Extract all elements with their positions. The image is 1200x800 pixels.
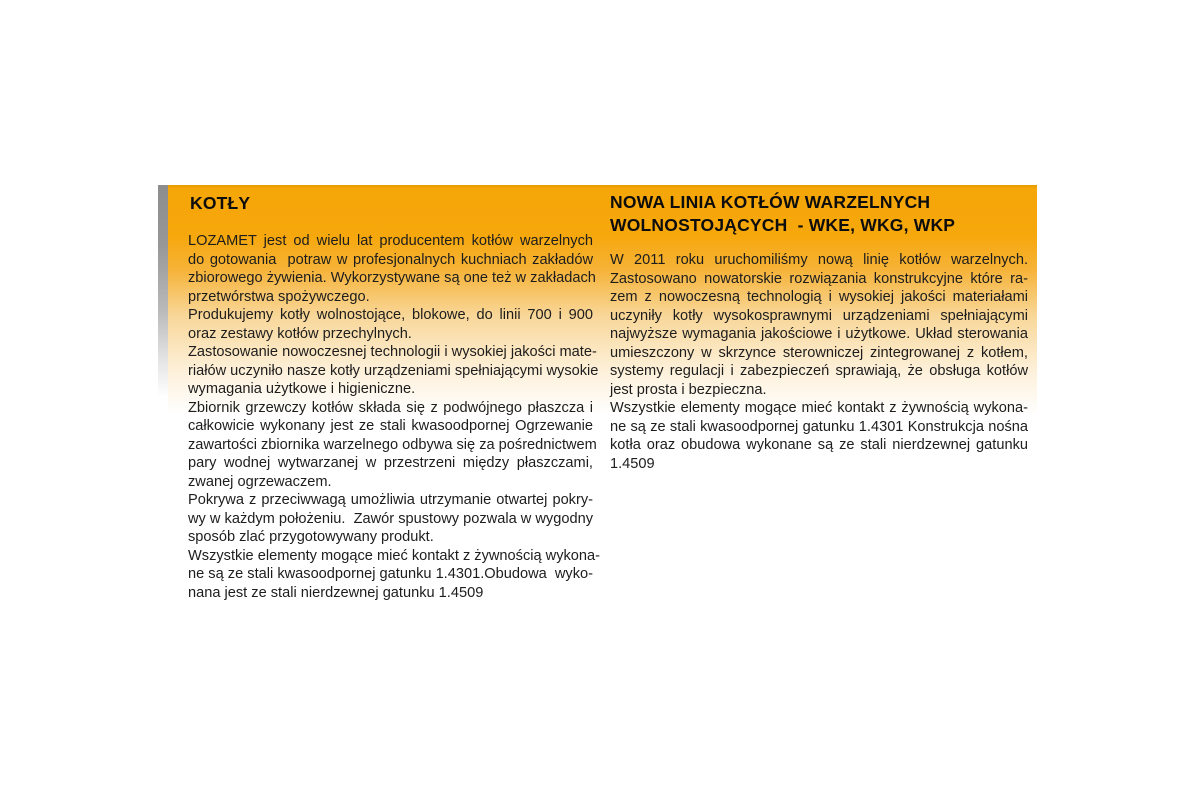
text-line: Zastosowanie nowoczesnej technologii i wysokiej jakości mate- (188, 344, 597, 360)
text-line: całkowicie wykonany jest ze stali kwasoodpornej Ogrzewanie (188, 418, 593, 434)
paragraph-lid (188, 491, 593, 547)
right-column-heading (610, 191, 955, 237)
paragraph-technology (188, 343, 599, 399)
text-line: LOZAMET jest od wielu lat producentem kotłów warzelnych (188, 233, 593, 249)
text-line: Wszystkie elementy mogące mieć kontakt z żywnością wykona- (610, 400, 1028, 416)
text-line: umieszczony w skrzynce sterowniczej zintegrowanej z kotłem, (610, 344, 1028, 361)
text-line: W 2011 roku uruchomiliśmy nową linię kotłów warzelnych. (610, 252, 1028, 268)
text-line: Zastosowano nowatorskie rozwiązania konstrukcyjne które ra- (610, 270, 1028, 287)
paragraph-tank (188, 399, 597, 492)
text-line: uczyniły kotły wysokosprawnymi urządzeniami spełniającymi (610, 307, 1028, 324)
text-line: pary wodnej wytwarzanej w przestrzeni między płaszczami, (188, 455, 593, 471)
text-line: Zbiornik grzewczy kotłów składa się z podwójnego płaszcza i (188, 399, 593, 416)
paragraph-products (188, 306, 593, 343)
paragraph-materials (188, 547, 601, 603)
brochure-panel (158, 185, 1037, 800)
right-column-body (610, 251, 1028, 473)
paragraph-materials (610, 399, 1028, 473)
text-line: Produkujemy kotły wolnostojące, blokowe, do linii 700 i 900 (188, 307, 593, 323)
text-line: jest prosta i bezpieczna. (610, 381, 767, 398)
left-column-body (188, 232, 601, 602)
text-line: sposób zlać przygotowywany produkt. (188, 529, 434, 545)
text-line: nana jest ze stali nierdzewnej gatunku 1.4509 (188, 584, 484, 601)
right-heading-line-2: WOLNOSTOJĄCYCH - WKE, WKG, WKP (610, 215, 956, 235)
text-line: przetwórstwa spożywczego. (188, 288, 370, 305)
text-line: wymagania użytkowe i higieniczne. (188, 381, 416, 397)
text-line: 1.4509 (610, 455, 655, 472)
text-line: zwanej ogrzewaczem. (188, 473, 332, 490)
text-line: oraz zestawy kotłów przechylnych. (188, 325, 412, 342)
paragraph-intro (188, 232, 596, 306)
text-line: do gotowania potraw w profesjonalnych kuchniach zakładów (188, 251, 593, 268)
text-line: Wszystkie elementy mogące mieć kontakt z żywnością wykona- (188, 547, 601, 564)
text-line: wy w każdym położeniu. Zawór spustowy pozwala w wygodny (188, 510, 593, 527)
paragraph-new-line (610, 251, 1028, 399)
text-line: zbiorowego żywienia. Wykorzystywane są one też w zakładach (188, 270, 596, 286)
text-line: ne są ze stali kwasoodpornej gatunku 1.4301.Obudowa wyko- (188, 566, 593, 582)
text-line: najwyższe wymagania jakościowe i użytkowe. Układ sterowania (610, 326, 1028, 342)
text-line: systemy regulacji i zabezpieczeń sprawiają, że obsługa kotłów (610, 363, 1028, 379)
text-line: riałów uczyniło nasze kotły urządzeniami spełniającymi wysokie (188, 362, 599, 379)
text-line: zawartości zbiornika warzelnego odbywa się za pośrednictwem (188, 436, 597, 453)
right-heading-line-1: NOWA LINIA KOTŁÓW WARZELNYCH (610, 192, 931, 212)
text-line: kotła oraz obudowa wykonane są ze stali nierdzewnej gatunku (610, 437, 1028, 453)
left-column-heading: KOTŁY (190, 193, 251, 213)
text-line: ne są ze stali kwasoodpornej gatunku 1.4301 Konstrukcja nośna (610, 418, 1028, 435)
left-edge-shadow-strip (158, 185, 168, 400)
text-line: zem z nowoczesną technologią i wysokiej jakości materiałami (610, 289, 1028, 305)
text-line: Pokrywa z przeciwwagą umożliwia utrzymanie otwartej pokry- (188, 492, 593, 508)
